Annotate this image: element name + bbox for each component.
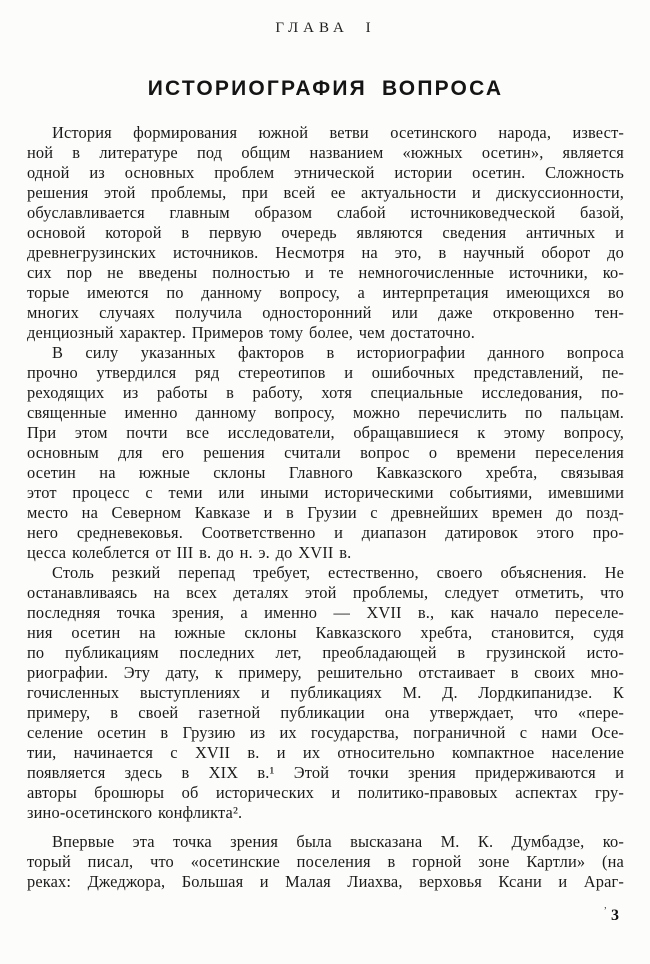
body-paragraph xyxy=(27,343,624,563)
text-line: денциозный характер. Примеров тому более, чем достаточно. xyxy=(27,323,475,342)
text-line: Впервые эта точка зрения была высказана М. К. Думбадзе, ко- xyxy=(52,832,624,851)
text-line: решения этой проблемы, при всей ее актуальности и дискуссионности, xyxy=(27,183,624,202)
page-number-mark: ʼ xyxy=(603,906,607,917)
page-number xyxy=(604,906,619,925)
page-title: ИСТОРИОГРАФИЯ ВОПРОСА xyxy=(147,77,504,100)
text-line: тии, начинается с XVII в. и их относительно компактное население xyxy=(27,743,624,762)
text-line: торый писал, что «осетинские поселения в горной зоне Картли» (на xyxy=(27,852,624,871)
text-line: зино-осетинского конфликта². xyxy=(27,803,243,822)
text-line: сих пор не введены полностью и те немногочисленные источники, ко- xyxy=(27,263,624,282)
text-line: ной в литературе под общим названием «южных осетин», является xyxy=(27,143,624,162)
text-line: История формирования южной ветви осетинского народа, извест- xyxy=(52,123,624,142)
text-line: авторы брошюры об исторических и политико-правовых аспектах гру- xyxy=(27,783,624,802)
text-line: реходящих из работы в работу, хотя специальные исследования, по- xyxy=(27,383,624,402)
text-line: ния осетин на южные склоны Кавказского хребта, становится, судя xyxy=(27,623,624,642)
text-line: останавливаясь на всех деталях этой проблемы, следует отметить, что xyxy=(27,583,624,602)
text-line: прочно утвердился ряд стереотипов и ошибочных представлений, пе- xyxy=(27,363,624,382)
text-line: примеру, в своей газетной публикации она утверждает, что «пере- xyxy=(27,703,624,722)
text-line: торые имеются по данному вопросу, а интерпретация имеющихся во xyxy=(27,283,624,302)
text-line: этот процесс с теми или иными историческими событиями, имевшими xyxy=(27,483,624,502)
text-line: последняя точка зрения, а именно — XVII в., как начало переселе- xyxy=(27,603,624,622)
text-line: селение осетин в Грузию из их государства, пограничной с нами Осе- xyxy=(27,723,624,742)
text-line: священные именно данному вопросу, можно перечислить по пальцам. xyxy=(27,403,624,422)
text-line: обуславливается главным образом слабой источниковедческой базой, xyxy=(27,203,624,222)
text-line: появляется здесь в XIX в.¹ Этой точки зрения придерживаются и xyxy=(27,763,624,782)
body-paragraph xyxy=(27,123,624,343)
text-line: многих случаях получила односторонний или даже откровенно тен- xyxy=(27,303,624,322)
text-line: осетин на южные склоны Главного Кавказского хребта, связывая xyxy=(27,463,624,482)
body-text xyxy=(27,123,624,892)
text-line: него средневековья. Соответственно и диапазон датировок этого про- xyxy=(27,523,624,542)
text-line: При этом почти все исследователи, обращавшиеся к этому вопросу, xyxy=(27,423,624,442)
text-line: по публикациям последних лет, преобладающей в грузинской исто- xyxy=(27,643,624,662)
page-number-value: 3 xyxy=(611,907,619,924)
text-line: основным для его решения считали вопрос о времени переселения xyxy=(27,443,624,462)
text-line: место на Северном Кавказе и в Грузии с древнейших времен до позд- xyxy=(27,503,624,522)
text-line: В силу указанных факторов в историографии данного вопроса xyxy=(52,343,624,362)
body-paragraph xyxy=(27,563,624,823)
text-line: гочисленных выступлениях и публикациях М. Д. Лордкипанидзе. К xyxy=(27,683,624,702)
text-line: одной из основных проблем этнической истории осетин. Сложность xyxy=(27,163,624,182)
text-line: древнегрузинских источников. Несмотря на это, в научный оборот до xyxy=(27,243,624,262)
text-line: основой которой в первую очередь являются сведения античных и xyxy=(27,223,624,242)
text-line: реках: Джеджора, Большая и Малая Лиахва, верховья Ксани и Араг- xyxy=(27,872,624,891)
text-line: риографии. Эту дату, к примеру, решительно отстаивает в своих мно- xyxy=(27,663,624,682)
text-line: Столь резкий перепад требует, естественно, своего объяснения. Не xyxy=(52,563,624,582)
text-line: цесса колеблется от III в. до н. э. до XVII в. xyxy=(27,543,352,562)
chapter-heading: ГЛАВА I xyxy=(275,20,376,36)
body-paragraph xyxy=(27,832,624,892)
